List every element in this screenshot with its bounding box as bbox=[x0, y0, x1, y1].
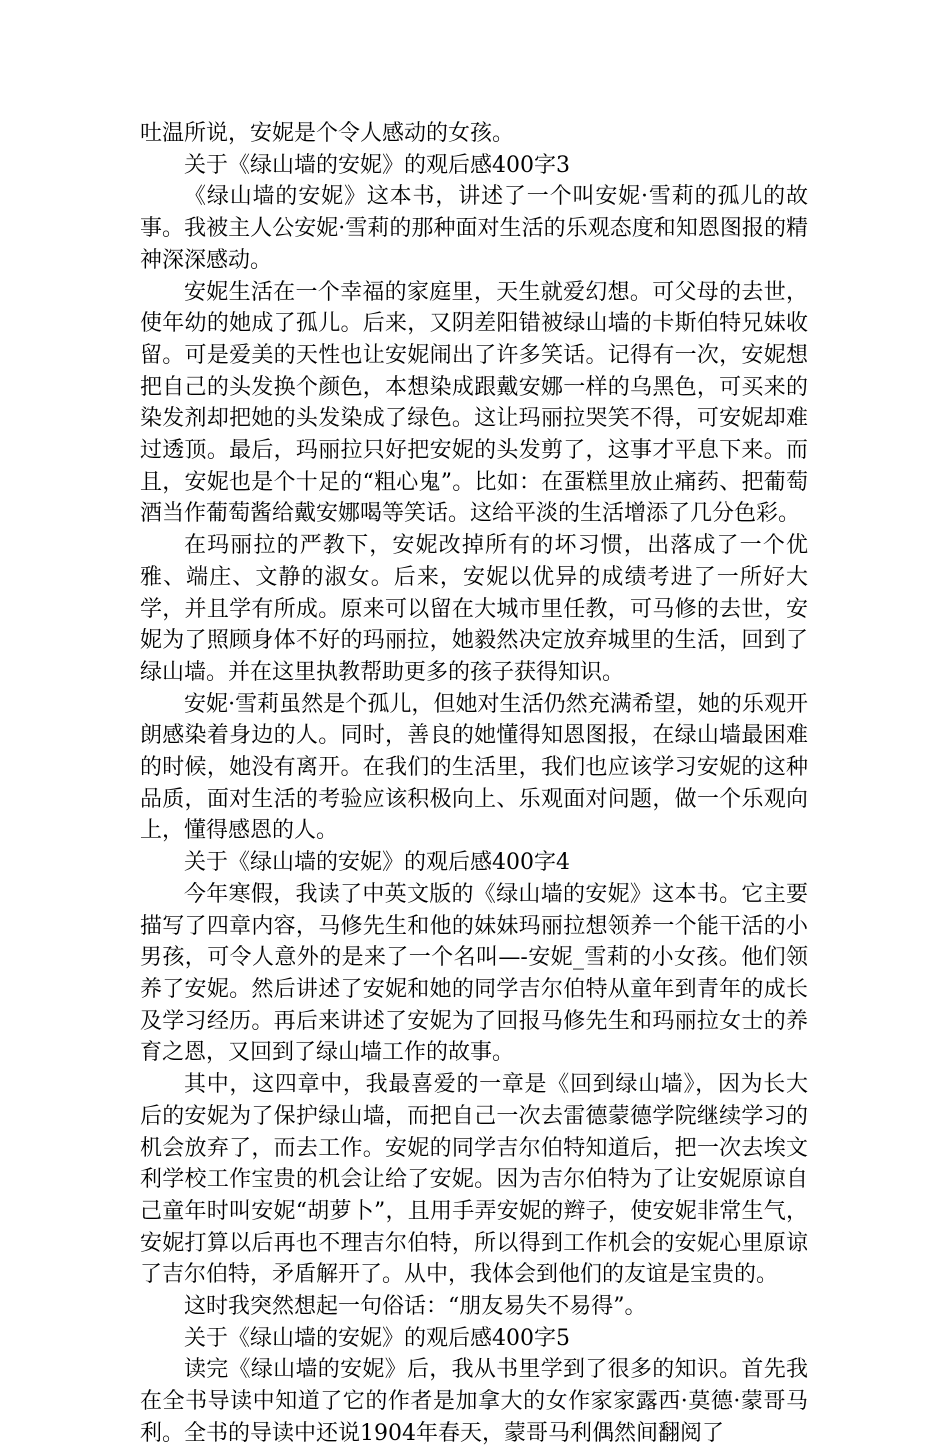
paragraph: 读完《绿山墙的安妮》后，我从书里学到了很多的知识。首先我在全书导读中知道了它的作者是加拿大的女作家家露西·莫德·蒙哥马利。全书的导读中还说1904年春天，蒙哥马利偶然间翻阅了 bbox=[140, 1357, 808, 1446]
paragraph: 其中，这四章中，我最喜爱的一章是《回到绿山墙》，因为长大后的安妮为了保护绿山墙，而把自己一次去雷德蒙德学院继续学习的机会放弃了，而去工作。安妮的同学吉尔伯特知道后，把一次去埃文利学校工作宝贵的机会让给了安妮。因为吉尔伯特为了让安妮原谅自己童年时叫安妮“胡萝卜”，且用手弄安妮的辫子，使安妮非常生气，安妮打算以后再也不理吉尔伯特，所以得到工作机会的安妮心里原谅了吉尔伯特，矛盾解开了。从中，我体会到他们的友谊是宝贵的。 bbox=[140, 1072, 808, 1288]
paragraph: 吐温所说，安妮是个令人感动的女孩。 bbox=[140, 121, 515, 146]
paragraph: 安妮生活在一个幸福的家庭里，天生就爱幻想。可父母的去世，使年幼的她成了孤儿。后来，又阴差阳错被绿山墙的卡斯伯特兄妹收留。可是爱美的天性也让安妮闹出了许多笑话。记得有一次，安妮想把自己的头发换个颜色，本想染成跟戴安娜一样的乌黑色，可买来的染发剂却把她的头发染成了绿色。这让玛丽拉哭笑不得，可安妮却难过透顶。最后，玛丽拉只好把安妮的头发剪了，这事才平息下来。而且，安妮也是个十足的“粗心鬼”。比如：在蛋糕里放止痛药、把葡萄酒当作葡萄酱给戴安娜喝等笑话。这给平淡的生活增添了几分色彩。 bbox=[140, 279, 808, 527]
section-heading: 关于《绿山墙的安妮》的观后感400字4 bbox=[184, 850, 570, 876]
paragraph: 这时我突然想起一句俗话：“朋友易失不易得”。 bbox=[184, 1294, 647, 1320]
document-page bbox=[140, 118, 808, 1450]
paragraph: 《绿山墙的安妮》这本书，讲述了一个叫安妮·雪莉的孤儿的故事。我被主人公安妮·雪莉的那种面对生活的乐观态度和知恩图报的精神深深感动。 bbox=[140, 184, 808, 273]
section-heading: 关于《绿山墙的安妮》的观后感400字5 bbox=[184, 1325, 570, 1351]
paragraph: 今年寒假，我读了中英文版的《绿山墙的安妮》这本书。它主要描写了四章内容，马修先生和他的妹妹玛丽拉想领养一个能干活的小男孩，可令人意外的是来了一个名叫—-安妮_雪莉的小女孩。他们领养了安妮。然后讲述了安妮和她的同学吉尔伯特从童年到青年的成长及学习经历。再后来讲述了安妮为了回报马修先生和玛丽拉女士的养育之恩，又回到了绿山墙工作的故事。 bbox=[140, 881, 808, 1066]
section-heading: 关于《绿山墙的安妮》的观后感400字3 bbox=[184, 152, 570, 178]
paragraph: 在玛丽拉的严教下，安妮改掉所有的坏习惯，出落成了一个优雅、端庄、文静的淑女。后来，安妮以优异的成绩考进了一所好大学，并且学有所成。原来可以留在大城市里任教，可马修的去世，安妮为了照顾身体不好的玛丽拉，她毅然决定放弃城里的生活，回到了绿山墙。并在这里执教帮助更多的孩子获得知识。 bbox=[140, 533, 808, 685]
paragraph: 安妮·雪莉虽然是个孤儿，但她对生活仍然充满希望，她的乐观开朗感染着身边的人。同时，善良的她懂得知恩图报，在绿山墙最困难的时候，她没有离开。在我们的生活里，我们也应该学习安妮的这种品质，面对生活的考验应该积极向上、乐观面对问题，做一个乐观向上，懂得感恩的人。 bbox=[140, 691, 808, 844]
